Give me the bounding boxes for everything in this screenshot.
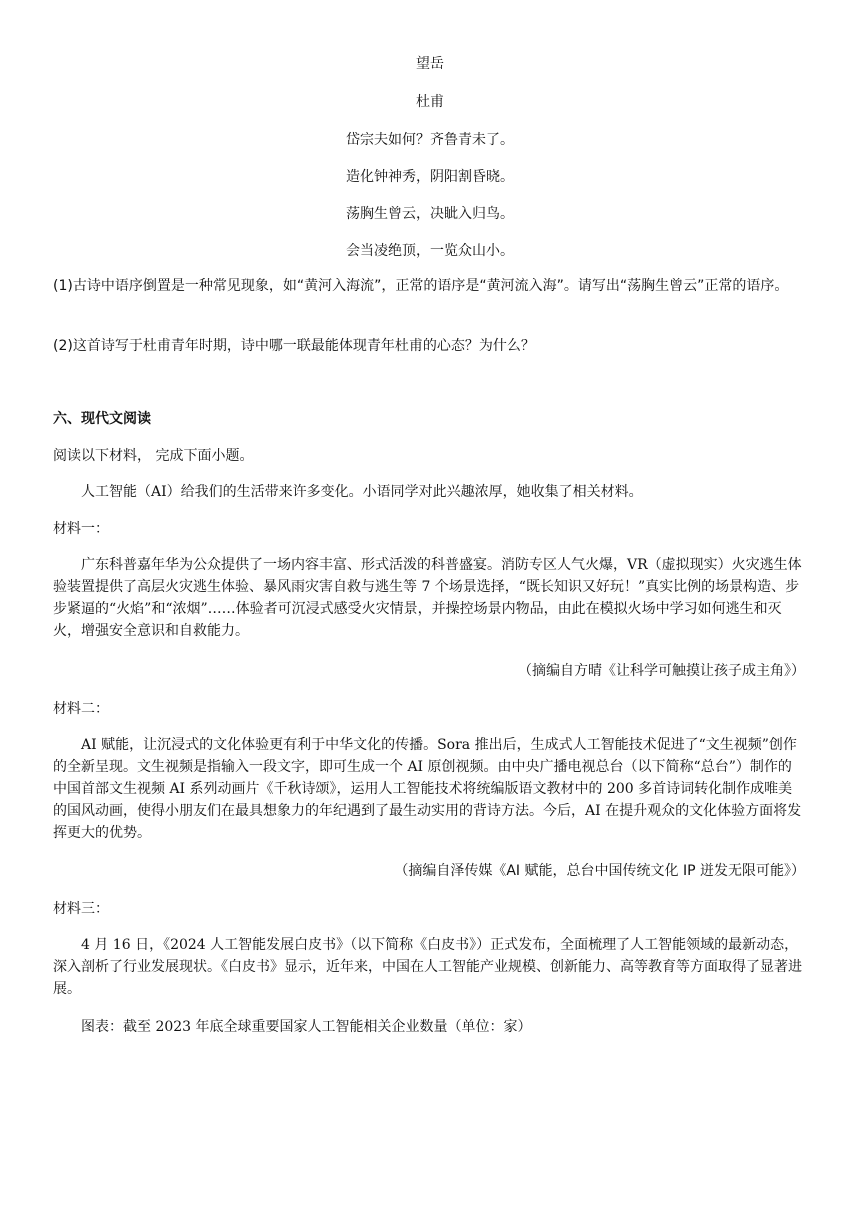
material-3-text: 4 月 16 日，《2024 人工智能发展白皮书》（以下简称《白皮书》）正式发布，全面梳理了人工智能领域的最新动态，深入剖析了行业发展现状。《白皮书》显示，近年来，中国在人工智能产业规模、创新能力、高等教育等方面取得了显著进展。: [53, 937, 802, 997]
poem-line-1: 岱宗夫如何？齐鲁青未了。: [346, 132, 514, 148]
material-2-source: （摘编自泽传媒《AI 赋能，总台中国传统文化 IP 迸发无限可能》）: [394, 863, 805, 879]
poem-line-4: 会当凌绝顶，一览众山小。: [346, 243, 514, 259]
question-1: (1)古诗中语序倒置是一种常见现象，如“黄河入海流”，正常的语序是“黄河流入海”。请写出“荡胸生曾云”正常的语序。: [53, 278, 789, 294]
poem-title: 望岳: [416, 56, 444, 72]
poem-author: 杜甫: [416, 94, 444, 110]
poem-line-2: 造化钟神秀，阴阳割昏晓。: [346, 169, 514, 185]
section-heading: 六、现代文阅读: [53, 411, 151, 427]
chart-caption: 图表：截至 2023 年底全球重要国家人工智能相关企业数量（单位：家）: [81, 1019, 532, 1035]
reading-instruction: 阅读以下材料， 完成下面小题。: [53, 448, 254, 464]
material-3-label: 材料三：: [53, 901, 109, 917]
intro-paragraph: 人工智能（AI）给我们的生活带来许多变化。小语同学对此兴趣浓厚，她收集了相关材料。: [81, 484, 643, 500]
material-2-text: AI 赋能，让沉浸式的文化体验更有利于中华文化的传播。Sora 推出后，生成式人工智能技术促进了“文生视频”创作的全新呈现。文生视频是指输入一段文字，即可生成一个 AI 原创视频。由中央广播电视总台（以下简称“总台”）制作的中国首部文生视频 AI 系列动画片《千秋诗颂》，运用人工智能技术将统编版语文教材中的 200 多首诗词转化制作成唯美的国风动画，使得小朋友们在最具想象力的年纪遇到了最生动实用的背诗方法。今后，AI 在提升观众的文化体验方面将发挥更大的优势。: [53, 737, 802, 841]
poem-line-3: 荡胸生曾云，决眦入归鸟。: [346, 206, 514, 222]
material-1-text: 广东科普嘉年华为公众提供了一场内容丰富、形式活泼的科普盛宴。消防专区人气火爆，VR（虚拟现实）火灾逃生体验装置提供了高层火灾逃生体验、暴风雨灾害自救与逃生等 7 个场景选择，“既长知识又好玩！”真实比例的场景构造、步步紧逼的“火焰”和“浓烟”……体验者可沉浸式感受火灾情景，并操控场景内物品，由此在模拟火场中学习如何逃生和灭火，增强安全意识和自救能力。: [53, 557, 802, 639]
question-2: (2)这首诗写于杜甫青年时期，诗中哪一联最能体现青年杜甫的心态？为什么？: [53, 338, 535, 354]
material-1-source: （摘编自方晴《让科学可触摸让孩子成主角》）: [518, 663, 805, 679]
material-2-label: 材料二：: [53, 701, 109, 717]
material-1-label: 材料一：: [53, 521, 109, 537]
